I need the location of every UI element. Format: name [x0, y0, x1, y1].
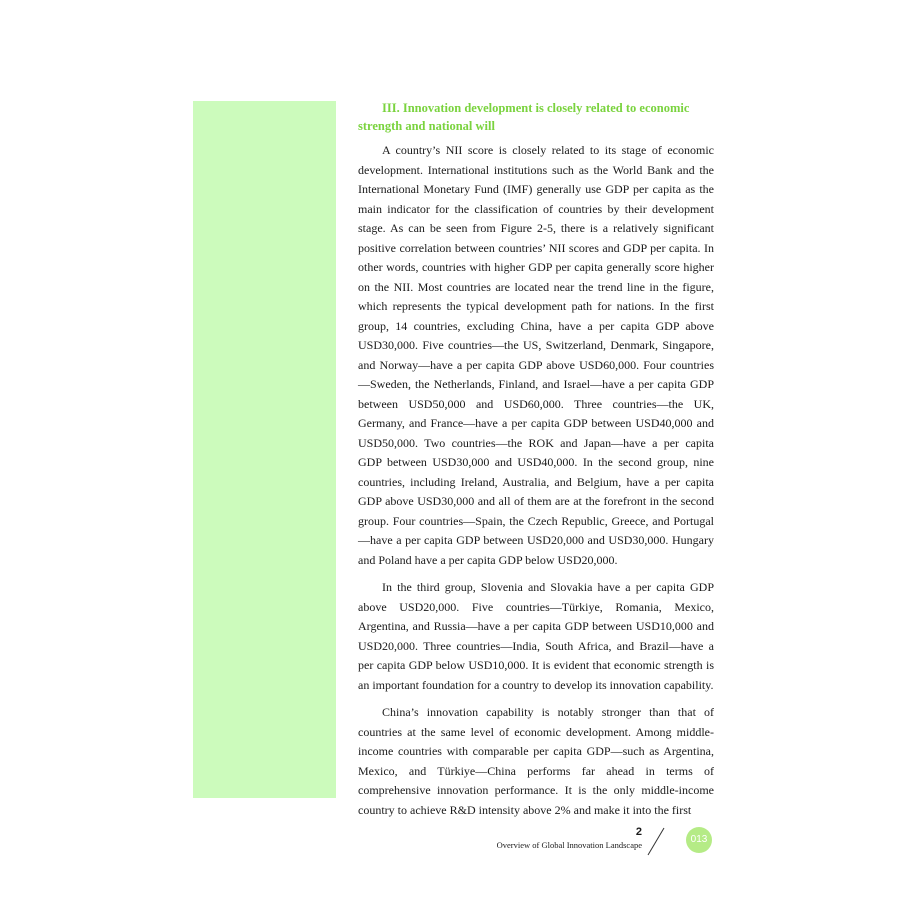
paragraph-1: A country’s NII score is closely related to its stage of economic development. International institutions such as the World Bank and the International Monetary Fund (IMF) generally use GDP per capita as the main indicator for the classification of countries by their development stage. As can be seen from Figure 2-5, there is a relatively significant positive correlation between countries’ NII scores and GDP per capita. In other words, countries with higher GDP per capita generally score higher on the NII. Most countries are located near the trend line in the figure, which represents the typical development path for nations. In the first group, 14 countries, excluding China, have a per capita GDP above USD30,000. Five countries—the US, Switzerland, Denmark, Singapore, and Norway—have a per capita GDP above USD60,000. Four countries—Sweden, the Netherlands, Finland, and Israel—have a per capita GDP between USD50,000 and USD60,000. Three countries—the UK, Germany, and France—have a per capita GDP between USD40,000 and USD50,000. Two countries—the ROK and Japan—have a per capita GDP between USD30,000 and USD40,000. In the second group, nine countries, including Ireland, Australia, and Belgium, have a per capita GDP above USD30,000 and all of them are at the forefront in the second group. Four countries—Spain, the Czech Republic, Greece, and Portugal—have a per capita GDP between USD20,000 and USD30,000. Hungary and Poland have a per capita GDP below USD20,000.: [358, 143, 714, 567]
main-content: [358, 99, 714, 828]
slash-divider-icon: [644, 826, 668, 856]
sidebar-color-block: [193, 101, 336, 798]
paragraph-3: China’s innovation capability is notably stronger than that of countries at the same level of economic development. Among middle-income countries with comparable per capita GDP—such as Argentina, Mexico, and Türkiye—China performs far ahead in terms of comprehensive innovation performance. It is the only middle-income country to achieve R&D intensity above 2% and make it into the first: [358, 705, 714, 817]
section-heading: III. Innovation development is closely related to economic strength and national will: [358, 101, 690, 133]
chapter-number: 2: [635, 826, 642, 838]
paragraph-2: In the third group, Slovenia and Slovakia have a per capita GDP above USD20,000. Five countries—Türkiye, Romania, Mexico, Argentina, and Russia—have a per capita GDP between USD10,000 and USD20,000. Three countries—India, South Africa, and Brazil—have a per capita GDP below USD10,000. It is evident that economic strength is an important foundation for a country to develop its innovation capability.: [358, 580, 714, 692]
page-footer: [496, 826, 714, 856]
page-number-badge: 013: [686, 827, 712, 853]
chapter-title: Overview of Global Innovation Landscape: [496, 840, 642, 850]
